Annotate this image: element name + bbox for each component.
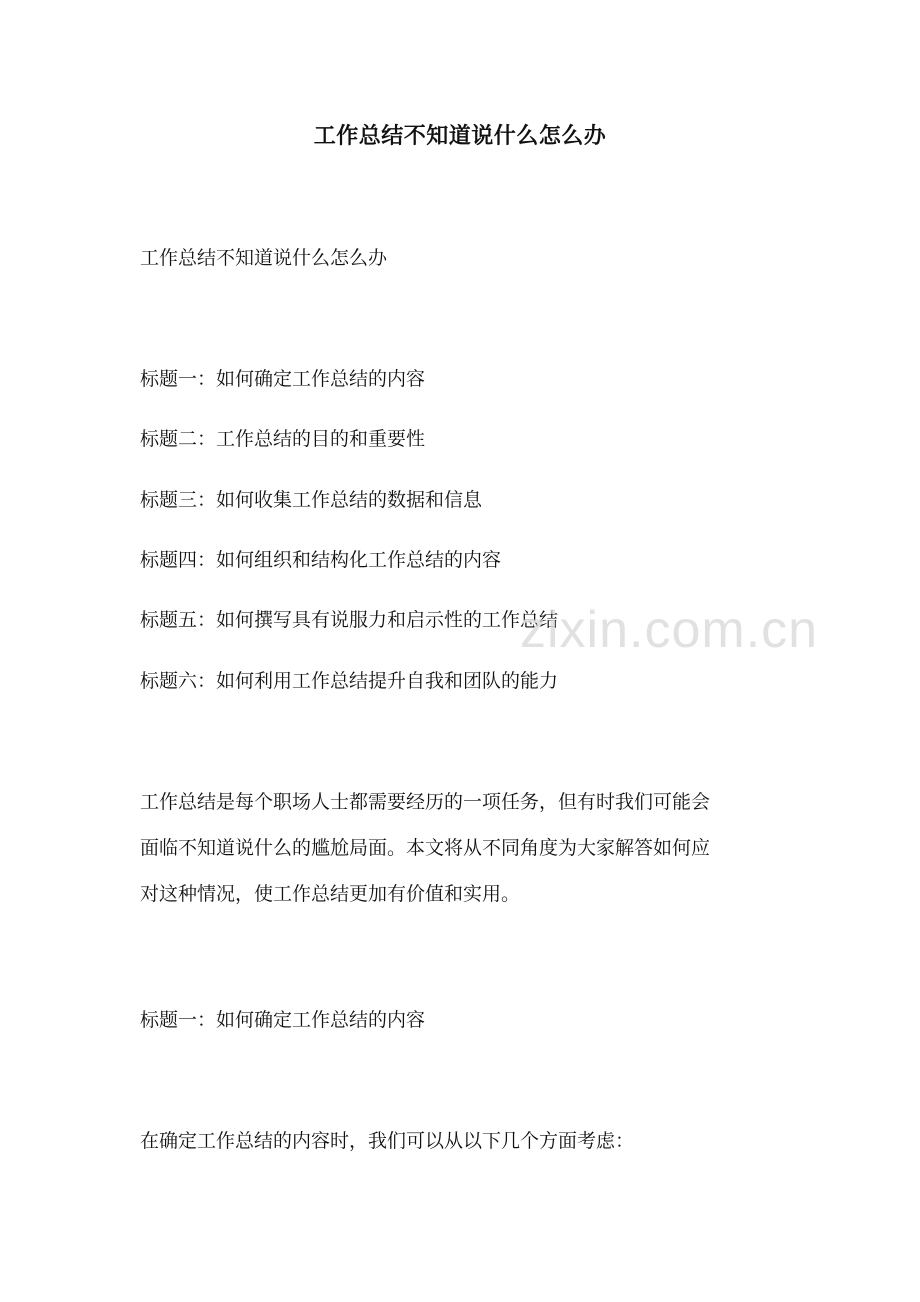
- intro-line-2: 面临不知道说什么的尴尬局面。本文将从不同角度为大家解答如何应: [140, 837, 711, 859]
- heading-list-item-6: 标题六：如何利用工作总结提升自我和团队的能力: [140, 670, 559, 692]
- heading-list-item-3: 标题三：如何收集工作总结的数据和信息: [140, 489, 483, 511]
- intro-line-1: 工作总结是每个职场人士都需要经历的一项任务，但有时我们可能会: [140, 791, 711, 813]
- document-title: 工作总结不知道说什么怎么办: [313, 123, 607, 149]
- intro-paragraph: [140, 779, 790, 917]
- heading-list-item-1: 标题一：如何确定工作总结的内容: [140, 368, 426, 390]
- heading-list-item-5: 标题五：如何撰写具有说服力和启示性的工作总结: [140, 609, 559, 631]
- intro-line-3: 对这种情况，使工作总结更加有价值和实用。: [140, 883, 521, 905]
- watermark: zixin.com.cn: [520, 601, 819, 659]
- section-1-text: 在确定工作总结的内容时，我们可以从以下几个方面考虑：: [140, 1130, 635, 1152]
- heading-list-item-4: 标题四：如何组织和结构化工作总结的内容: [140, 549, 502, 571]
- section-1-heading: 标题一：如何确定工作总结的内容: [140, 1009, 426, 1031]
- heading-list-item-2: 标题二：工作总结的目的和重要性: [140, 428, 426, 450]
- document-subtitle: 工作总结不知道说什么怎么办: [140, 247, 388, 269]
